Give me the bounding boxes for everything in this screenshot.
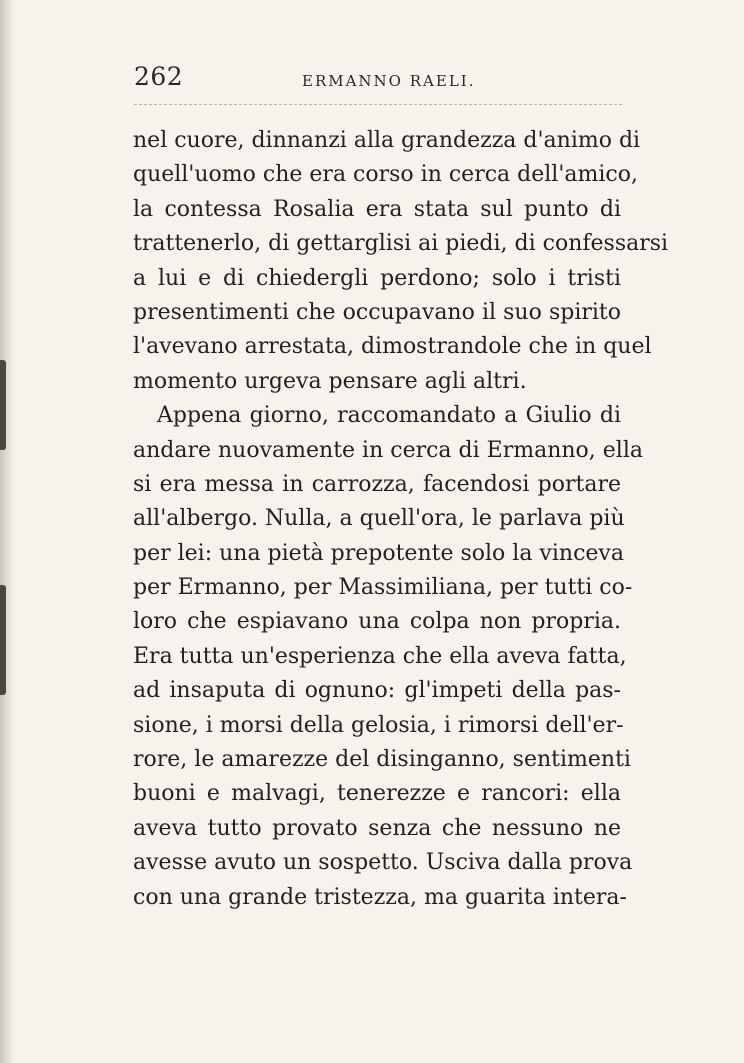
- text-line: l'avevano arrestata, dimostrandole che in quel: [133, 334, 652, 360]
- text-line: Era tutta un'esperienza che ella aveva fatta,: [133, 643, 627, 669]
- binding-mark: [0, 360, 6, 450]
- text-line: aveva tutto provato senza che nessuno ne: [133, 815, 621, 841]
- text-line: nel cuore, dinnanzi alla grandezza d'animo di: [133, 128, 641, 153]
- page-edge-shadow: [0, 0, 14, 1063]
- text-line: trattenerlo, di gettarglisi ai piedi, di confessarsi: [133, 231, 669, 257]
- text-line: ad insaputa di ognuno: gl'impeti della pas-: [133, 678, 621, 704]
- binding-mark: [0, 585, 6, 695]
- text-line: rore, le amarezze del disinganno, sentimenti: [133, 747, 631, 773]
- text-line: a lui e di chiedergli perdono; solo i tristi: [133, 265, 621, 291]
- text-line: con una grande tristezza, ma guarita intera-: [133, 884, 627, 910]
- text-line: per Ermanno, per Massimiliana, per tutti co-: [133, 575, 633, 601]
- header-rule: [134, 104, 622, 105]
- text-line: Appena giorno, raccomandato a Giulio di: [157, 403, 621, 429]
- paragraph: [133, 124, 669, 399]
- text-line: avesse avuto un sospetto. Usciva dalla prova: [133, 850, 633, 876]
- text-line: sione, i morsi della gelosia, i rimorsi dell'er-: [133, 712, 624, 738]
- text-line: si era messa in carrozza, facendosi portare: [133, 471, 621, 497]
- paragraph: [133, 399, 643, 915]
- text-line: la contessa Rosalia era stata sul punto di: [133, 196, 621, 222]
- header-title: ERMANNO RAELI.: [302, 72, 476, 90]
- text-line: per lei: una pietà prepotente solo la vinceva: [133, 540, 624, 566]
- text-line: all'albergo. Nulla, a quell'ora, le parlava più: [133, 506, 625, 532]
- text-line: quell'uomo che era corso in cerca dell'amico,: [133, 162, 638, 188]
- text-line: loro che espiavano una colpa non propria.: [133, 609, 621, 635]
- page-number: 262: [134, 62, 184, 91]
- text-line: presentimenti che occupavano il suo spirito: [133, 299, 621, 325]
- text-line: momento urgeva pensare agli altri.: [133, 368, 527, 394]
- text-line: buoni e malvagi, tenerezze e rancori: ella: [133, 781, 621, 807]
- running-head: [134, 62, 624, 98]
- body-text: [133, 124, 669, 915]
- text-line: andare nuovamente in cerca di Ermanno, ella: [133, 437, 643, 463]
